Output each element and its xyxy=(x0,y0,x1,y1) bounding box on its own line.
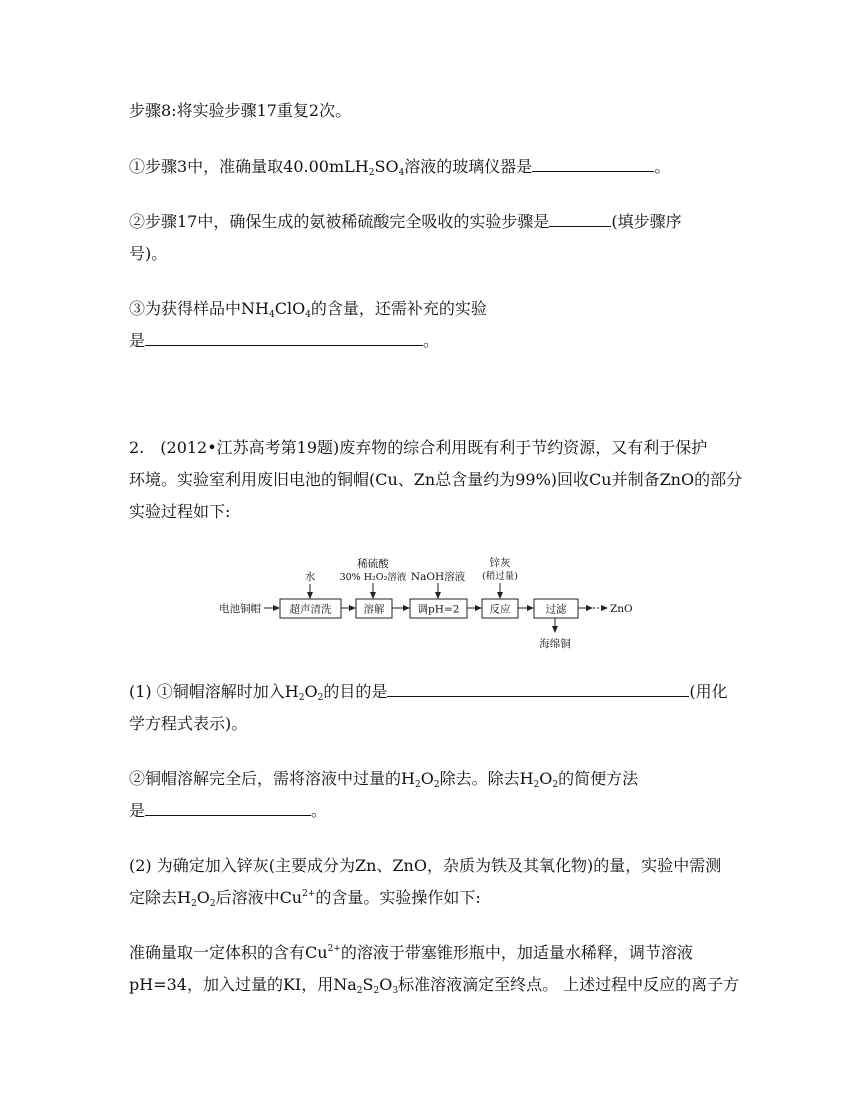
flow-box-label: 超声清洗 xyxy=(289,603,332,616)
problem-2-intro-line1: 2. (2012•江苏高考第19题)废弃物的综合利用既有利于节约资源，又有利于保护 xyxy=(129,438,708,457)
problem-2-intro-line3: 实验过程如下: xyxy=(129,502,231,521)
byproduct-sponge-copper-label: 海绵铜 xyxy=(539,638,571,650)
flow-end-label: ZnO xyxy=(610,603,633,615)
procedure-line1: 准确量取一定体积的含有$Cu^{2+}$的溶液于带塞锥形瓶中，加适量水稀释，调节溶液 xyxy=(129,943,693,962)
flow-box-label: 过滤 xyxy=(545,603,567,616)
step8-text: 步骤8:将实验步骤17重复2次。 xyxy=(129,101,352,120)
reagent-acid-label: 稀硫酸 xyxy=(357,558,389,570)
reagent-zinc-excess-label: (稍过量) xyxy=(482,571,518,582)
flow-box-label: 调pH=2 xyxy=(417,603,460,616)
subquestion-2-line: ②铜帽溶解完全后，需将溶液中过量的$H_2O_2$除去。除去$H_2O_2$的简便方法 xyxy=(129,769,639,790)
subquestion-1-line: (1) ①铜帽溶解时加入$H_2O_2$的目的是 (用化 xyxy=(129,682,728,703)
question-2-line: ②步骤17中，确保生成的氨被稀硫酸完全吸收的实验步骤是 (填步骤序 xyxy=(129,212,682,231)
flow-start-label: 电池铜帽 xyxy=(219,603,261,615)
reagent-zinc-ash-label: 锌灰 xyxy=(489,557,511,569)
subquestion-3-line1: (2) 为确定加入锌灰(主要成分为Zn、ZnO，杂质为铁及其氧化物)的量，实验中需测 xyxy=(129,856,722,875)
reagent-naoh-label: NaOH溶液 xyxy=(410,571,466,583)
answer-blank[interactable] xyxy=(145,801,311,816)
answer-blank[interactable] xyxy=(387,682,689,697)
reagent-h2o2-label: 30% H₂O₂溶液 xyxy=(339,572,407,583)
flow-box-label: 反应 xyxy=(489,603,511,616)
subquestion-3-line2: 定除去$H_2O_2$后溶液中$Cu^{2+}$的含量。实验操作如下: xyxy=(129,888,481,909)
question-1-line: ①步骤3中，准确量取$40.00mLH_2SO_4$溶液的玻璃仪器是 。 xyxy=(129,157,671,178)
question-3-line: ③为获得样品中$NH_4ClO_4$的含量，还需补充的实验 xyxy=(129,299,487,320)
question-3-line2: 是 。 xyxy=(129,331,440,350)
flow-box-label: 溶解 xyxy=(363,603,385,616)
reagent-water-label: 水 xyxy=(304,571,316,583)
subquestion-1-line2: 学方程式表示)。 xyxy=(129,714,248,733)
problem-2-intro-line2: 环境。实验室利用废旧电池的铜帽(Cu、Zn总含量约为99%)回收Cu并制备ZnO的部分 xyxy=(129,470,743,489)
subquestion-2-line2: 是 。 xyxy=(129,801,328,820)
procedure-line2: pH=34，加入过量的KI，用$Na_2S_2O_3$标准溶液滴定至终点。 上述过程中反应的离子方 xyxy=(129,975,740,996)
question-2-line2: 号)。 xyxy=(129,244,168,263)
